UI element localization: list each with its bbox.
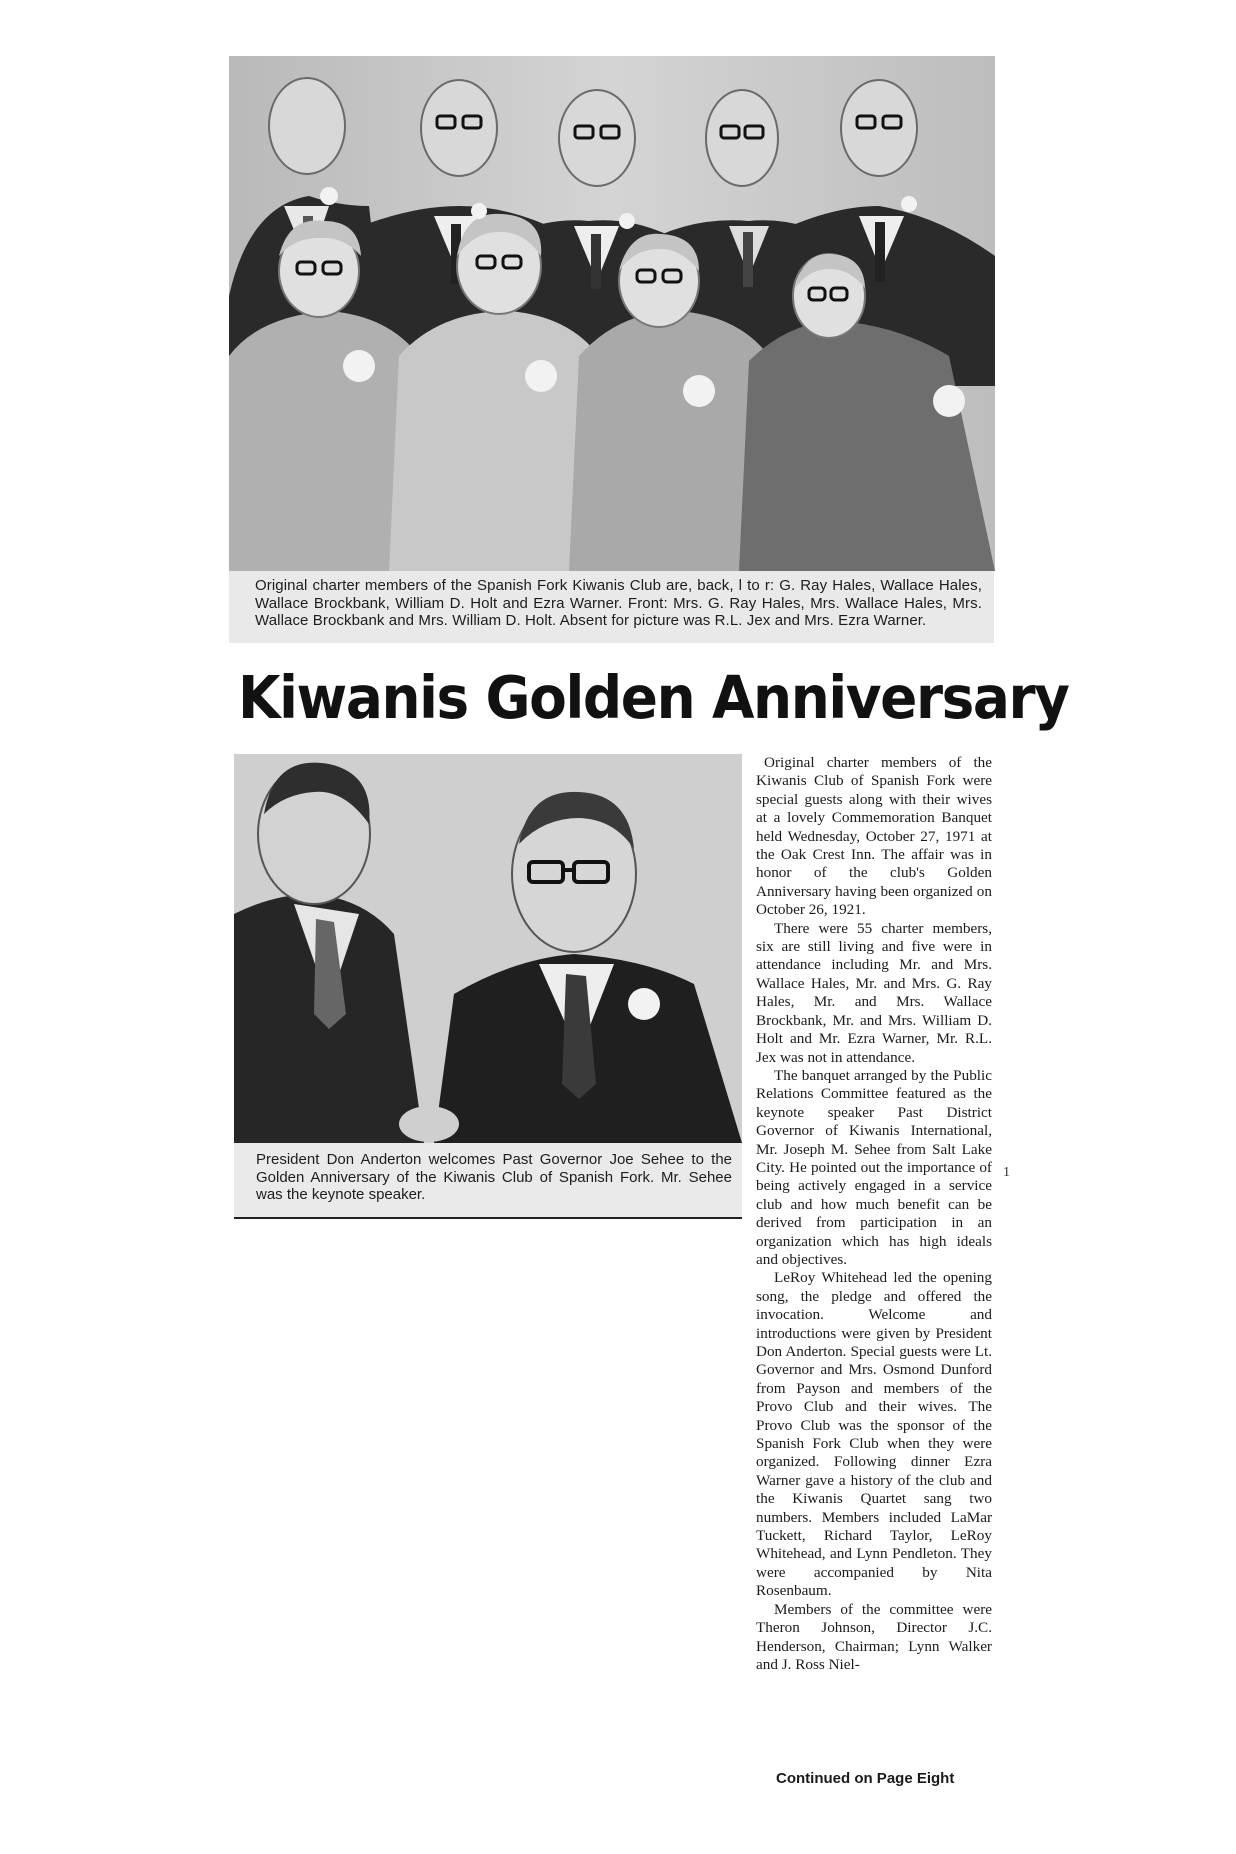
bottom-caption-text: President Don Anderton welcomes Past Governor Joe Sehee to the Golden Anniversary of the Kiwanis Club of Spanish Fork. Mr. Sehee was the keynote speaker. xyxy=(256,1151,732,1203)
article-headline: Kiwanis Golden Anniversary xyxy=(238,663,1069,732)
article-paragraph: Original charter members of the Kiwanis Club of Spanish Fork were special guests along with their wives at a lovely Commemoration Banquet held Wednesday, October 27, 1971 at the Oak Crest Inn. The affair was in honor of the club's Golden Anniversary having been organized on October 26, 1921. xyxy=(756,754,992,919)
top-caption-text: Original charter members of the Spanish Fork Kiwanis Club are, back, l to r: G. Ray Hales, Wallace Hales, Wallace Brockbank, William D. Holt and Ezra Warner. Front: Mrs. G. Ray Hales, Mrs. Wallace Hales, Mrs. Wallace Brockbank and Mrs. William D. Holt. Absent for picture was R.L. Jex and Mrs. Ezra Warner. xyxy=(255,577,982,629)
article-paragraph: Members of the committee were Theron Johnson, Director J.C. Henderson, Chairman; Lynn Walker and J. Ross Niel- xyxy=(756,1600,992,1673)
article-body xyxy=(756,754,992,1674)
continued-notice: Continued on Page Eight xyxy=(776,1770,955,1787)
top-group-photo xyxy=(229,56,995,571)
article-paragraph: There were 55 charter members, six are still living and five were in attendance including Mr. and Mrs. Wallace Hales, Mr. and Mrs. G. Ray Hales, Mr. and Mrs. Wallace Brockbank, Mr. and Mrs. William D. Holt and Mr. Ezra Warner, Mr. R.L. Jex was not in attendance. xyxy=(756,919,992,1066)
group-portrait-photo-icon xyxy=(229,56,995,571)
top-photo-caption xyxy=(229,571,994,643)
article-paragraph: LeRoy Whitehead led the opening song, the pledge and offered the invocation. Welcome and introductions were given by President Don Anderton. Special guests were Lt. Governor and Mrs. Osmond Dunford from Payson and members of the Provo Club and their wives. The Provo Club was the sponsor of the Spanish Fork Club when they were organized. Following dinner Ezra Warner gave a history of the club and the Kiwanis Quartet sang two numbers. Members included LaMar Tuckett, Richard Taylor, LeRoy Whitehead, and Lynn Pendleton. They were accompanied by Nita Rosenbaum. xyxy=(756,1269,992,1600)
article-paragraph: The banquet arranged by the Public Relations Committee featured as the keynote speaker Past District Governor of Kiwanis International, Mr. Joseph M. Sehee from Salt Lake City. He pointed out the importance of being actively engaged in a service club and how much benefit can be derived from participation in an organization which has high ideals and objectives. xyxy=(756,1066,992,1268)
bottom-handshake-photo xyxy=(234,754,742,1143)
handshake-photo-icon xyxy=(234,754,742,1143)
margin-mark: 1 xyxy=(1003,1165,1010,1180)
bottom-photo-caption xyxy=(234,1143,742,1219)
